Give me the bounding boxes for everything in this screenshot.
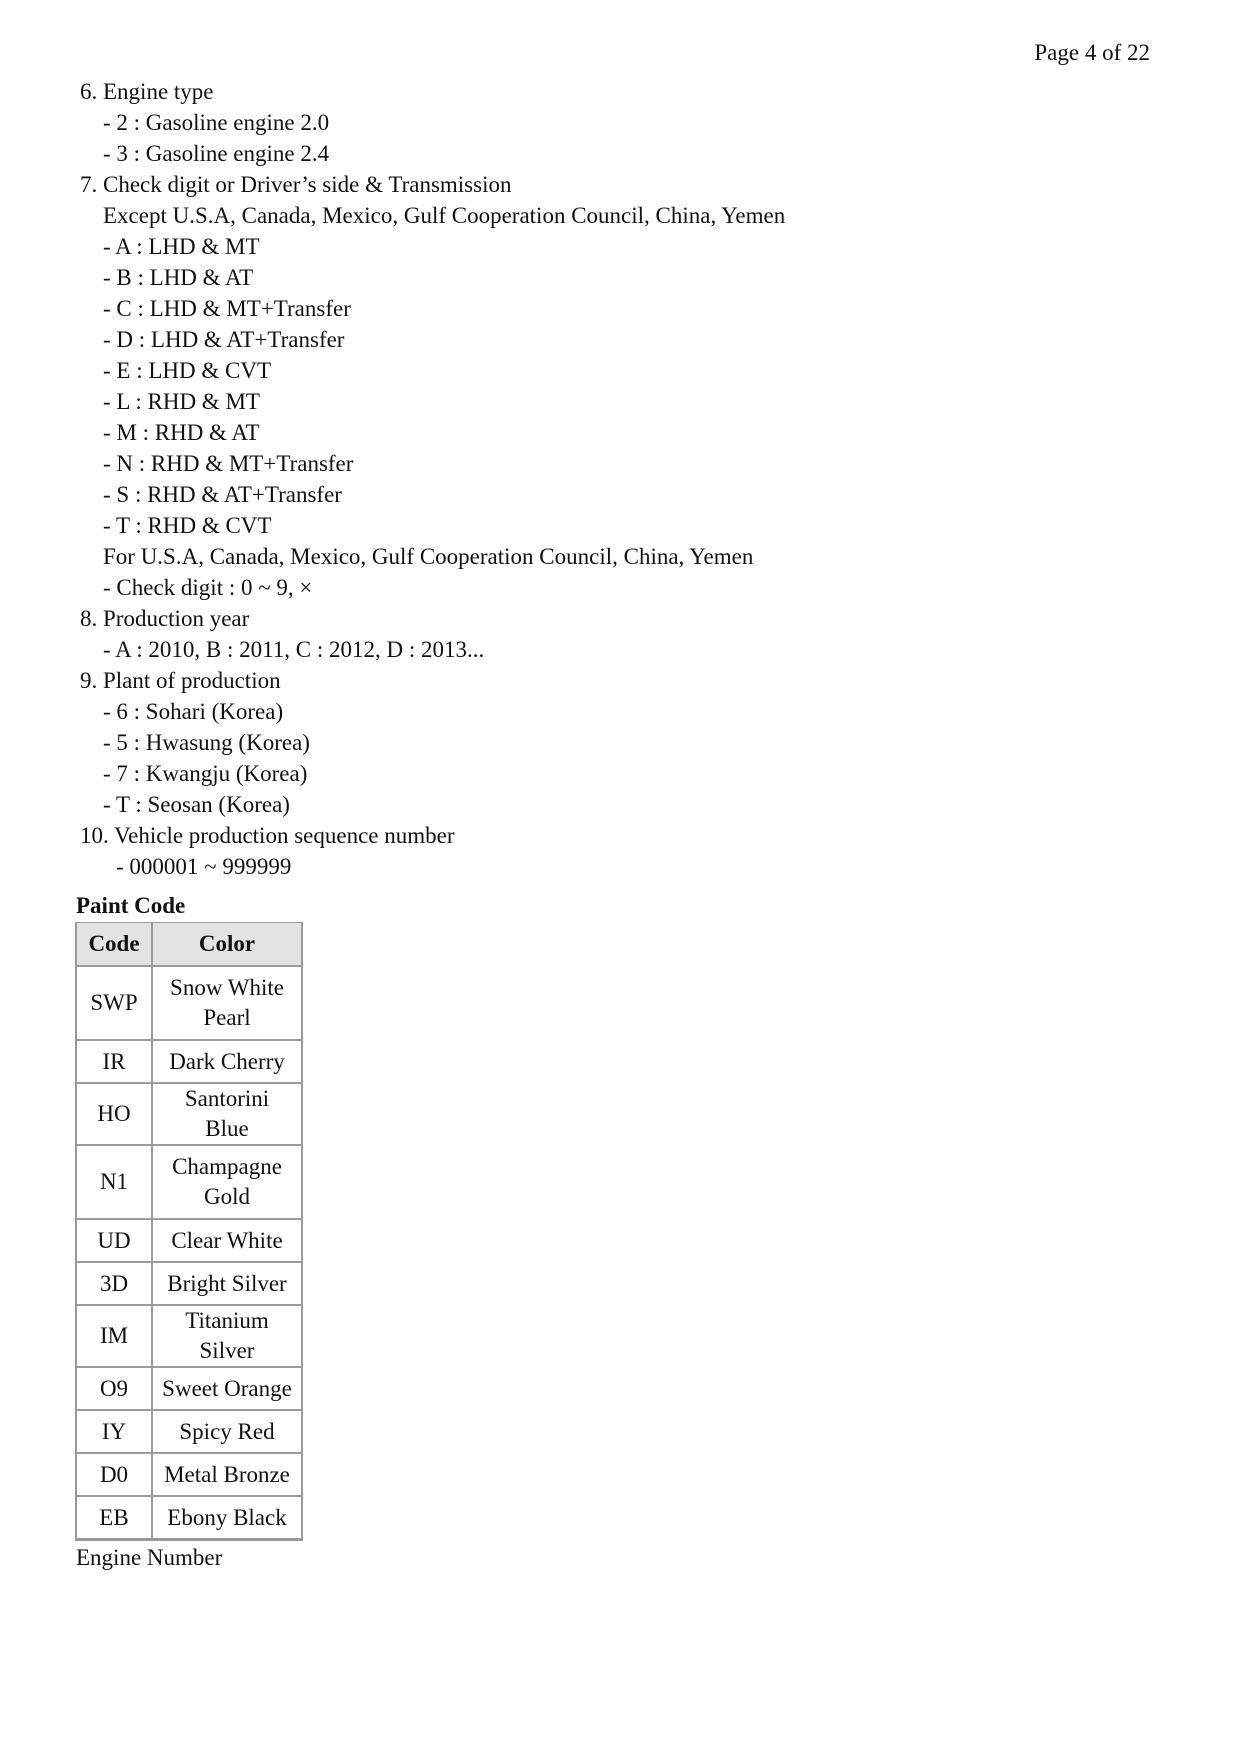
paint-color-line: Spicy Red	[179, 1418, 275, 1444]
paint-code-cell: IY	[76, 1411, 152, 1454]
table-row	[76, 1368, 302, 1411]
paint-code-cell: HO	[76, 1084, 152, 1146]
list-item: - 3 : Gasoline engine 2.4	[103, 141, 330, 166]
table-row	[76, 1263, 302, 1306]
list-item: - D : LHD & AT+Transfer	[103, 327, 345, 352]
paint-color-line: Ebony Black	[167, 1504, 287, 1530]
paint-color-line: Santorini Blue	[184, 1086, 270, 1141]
paint-color-line: Bright Silver	[167, 1270, 287, 1296]
paint-code-cell: 3D	[76, 1263, 152, 1306]
paint-code-cell: SWP	[76, 967, 152, 1041]
list-item: - 2 : Gasoline engine 2.0	[103, 110, 330, 135]
list-item: - T : Seosan (Korea)	[103, 792, 290, 817]
color-column-header: Color	[152, 923, 302, 967]
list-item: - A : 2010, B : 2011, C : 2012, D : 2013...	[103, 637, 485, 662]
table-row	[76, 1146, 302, 1220]
table-row	[76, 1220, 302, 1263]
paint-code-cell: EB	[76, 1497, 152, 1540]
paint-code-heading: Paint Code	[76, 893, 186, 918]
paint-code-cell: UD	[76, 1220, 152, 1263]
list-item: - 000001 ~ 999999	[116, 854, 292, 879]
paint-color-cell	[152, 967, 302, 1041]
paint-color-cell	[152, 1146, 302, 1220]
paint-color-cell	[152, 1084, 302, 1146]
paint-code-table	[75, 922, 303, 1541]
list-item: - B : LHD & AT	[103, 265, 254, 290]
paint-color-line: Champagne	[172, 1154, 282, 1179]
paint-color-line: Sweet Orange	[162, 1375, 292, 1401]
table-row	[76, 1306, 302, 1368]
list-item: - E : LHD & CVT	[103, 358, 272, 383]
page-number: Page 4 of 22	[1034, 40, 1150, 65]
list-item: - 7 : Kwangju (Korea)	[103, 761, 308, 786]
list-item: - Check digit : 0 ~ 9, ×	[103, 575, 313, 600]
list-heading: 8. Production year	[80, 606, 250, 631]
paint-color-cell	[152, 1041, 302, 1084]
table-row	[76, 1041, 302, 1084]
list-item: - S : RHD & AT+Transfer	[103, 482, 342, 507]
paint-code-cell: O9	[76, 1368, 152, 1411]
list-item: - M : RHD & AT	[103, 420, 260, 445]
list-heading: 6. Engine type	[80, 79, 214, 104]
list-heading: 10. Vehicle production sequence number	[80, 823, 455, 848]
paint-color-cell	[152, 1306, 302, 1368]
paint-color-line: Titanium Silver	[185, 1308, 269, 1363]
list-heading: 7. Check digit or Driver’s side & Transmission	[80, 172, 512, 197]
paint-color-cell	[152, 1220, 302, 1263]
list-heading: 9. Plant of production	[80, 668, 281, 693]
paint-color-line: Clear White	[171, 1227, 283, 1253]
paint-color-line: Snow White	[170, 975, 284, 1000]
table-row	[76, 1084, 302, 1146]
paint-color-line: Dark Cherry	[169, 1048, 285, 1074]
vin-description-list	[80, 76, 1160, 882]
list-item: - N : RHD & MT+Transfer	[103, 451, 354, 476]
paint-color-line: Pearl	[203, 1005, 251, 1030]
list-item: - C : LHD & MT+Transfer	[103, 296, 351, 321]
paint-color-cell	[152, 1411, 302, 1454]
table-row	[76, 1497, 302, 1540]
paint-color-line: Gold	[204, 1184, 250, 1209]
list-item: - L : RHD & MT	[103, 389, 260, 414]
paint-code-header-row	[76, 923, 302, 967]
list-item: Except U.S.A, Canada, Mexico, Gulf Cooperation Council, China, Yemen	[103, 203, 786, 228]
paint-code-cell: N1	[76, 1146, 152, 1220]
list-item: - 5 : Hwasung (Korea)	[103, 730, 310, 755]
paint-code-cell: IM	[76, 1306, 152, 1368]
list-item: For U.S.A, Canada, Mexico, Gulf Cooperation Council, China, Yemen	[103, 544, 754, 569]
paint-code-cell: D0	[76, 1454, 152, 1497]
paint-color-cell	[152, 1263, 302, 1306]
table-row	[76, 1411, 302, 1454]
paint-color-cell	[152, 1368, 302, 1411]
paint-color-cell	[152, 1497, 302, 1540]
paint-color-cell	[152, 1454, 302, 1497]
paint-code-cell: IR	[76, 1041, 152, 1084]
engine-number-heading: Engine Number	[76, 1545, 223, 1570]
list-item: - A : LHD & MT	[103, 234, 260, 259]
paint-color-line: Metal Bronze	[164, 1461, 290, 1487]
table-row	[76, 967, 302, 1041]
list-item: - 6 : Sohari (Korea)	[103, 699, 284, 724]
list-item: - T : RHD & CVT	[103, 513, 272, 538]
code-column-header: Code	[76, 923, 152, 967]
table-row	[76, 1454, 302, 1497]
